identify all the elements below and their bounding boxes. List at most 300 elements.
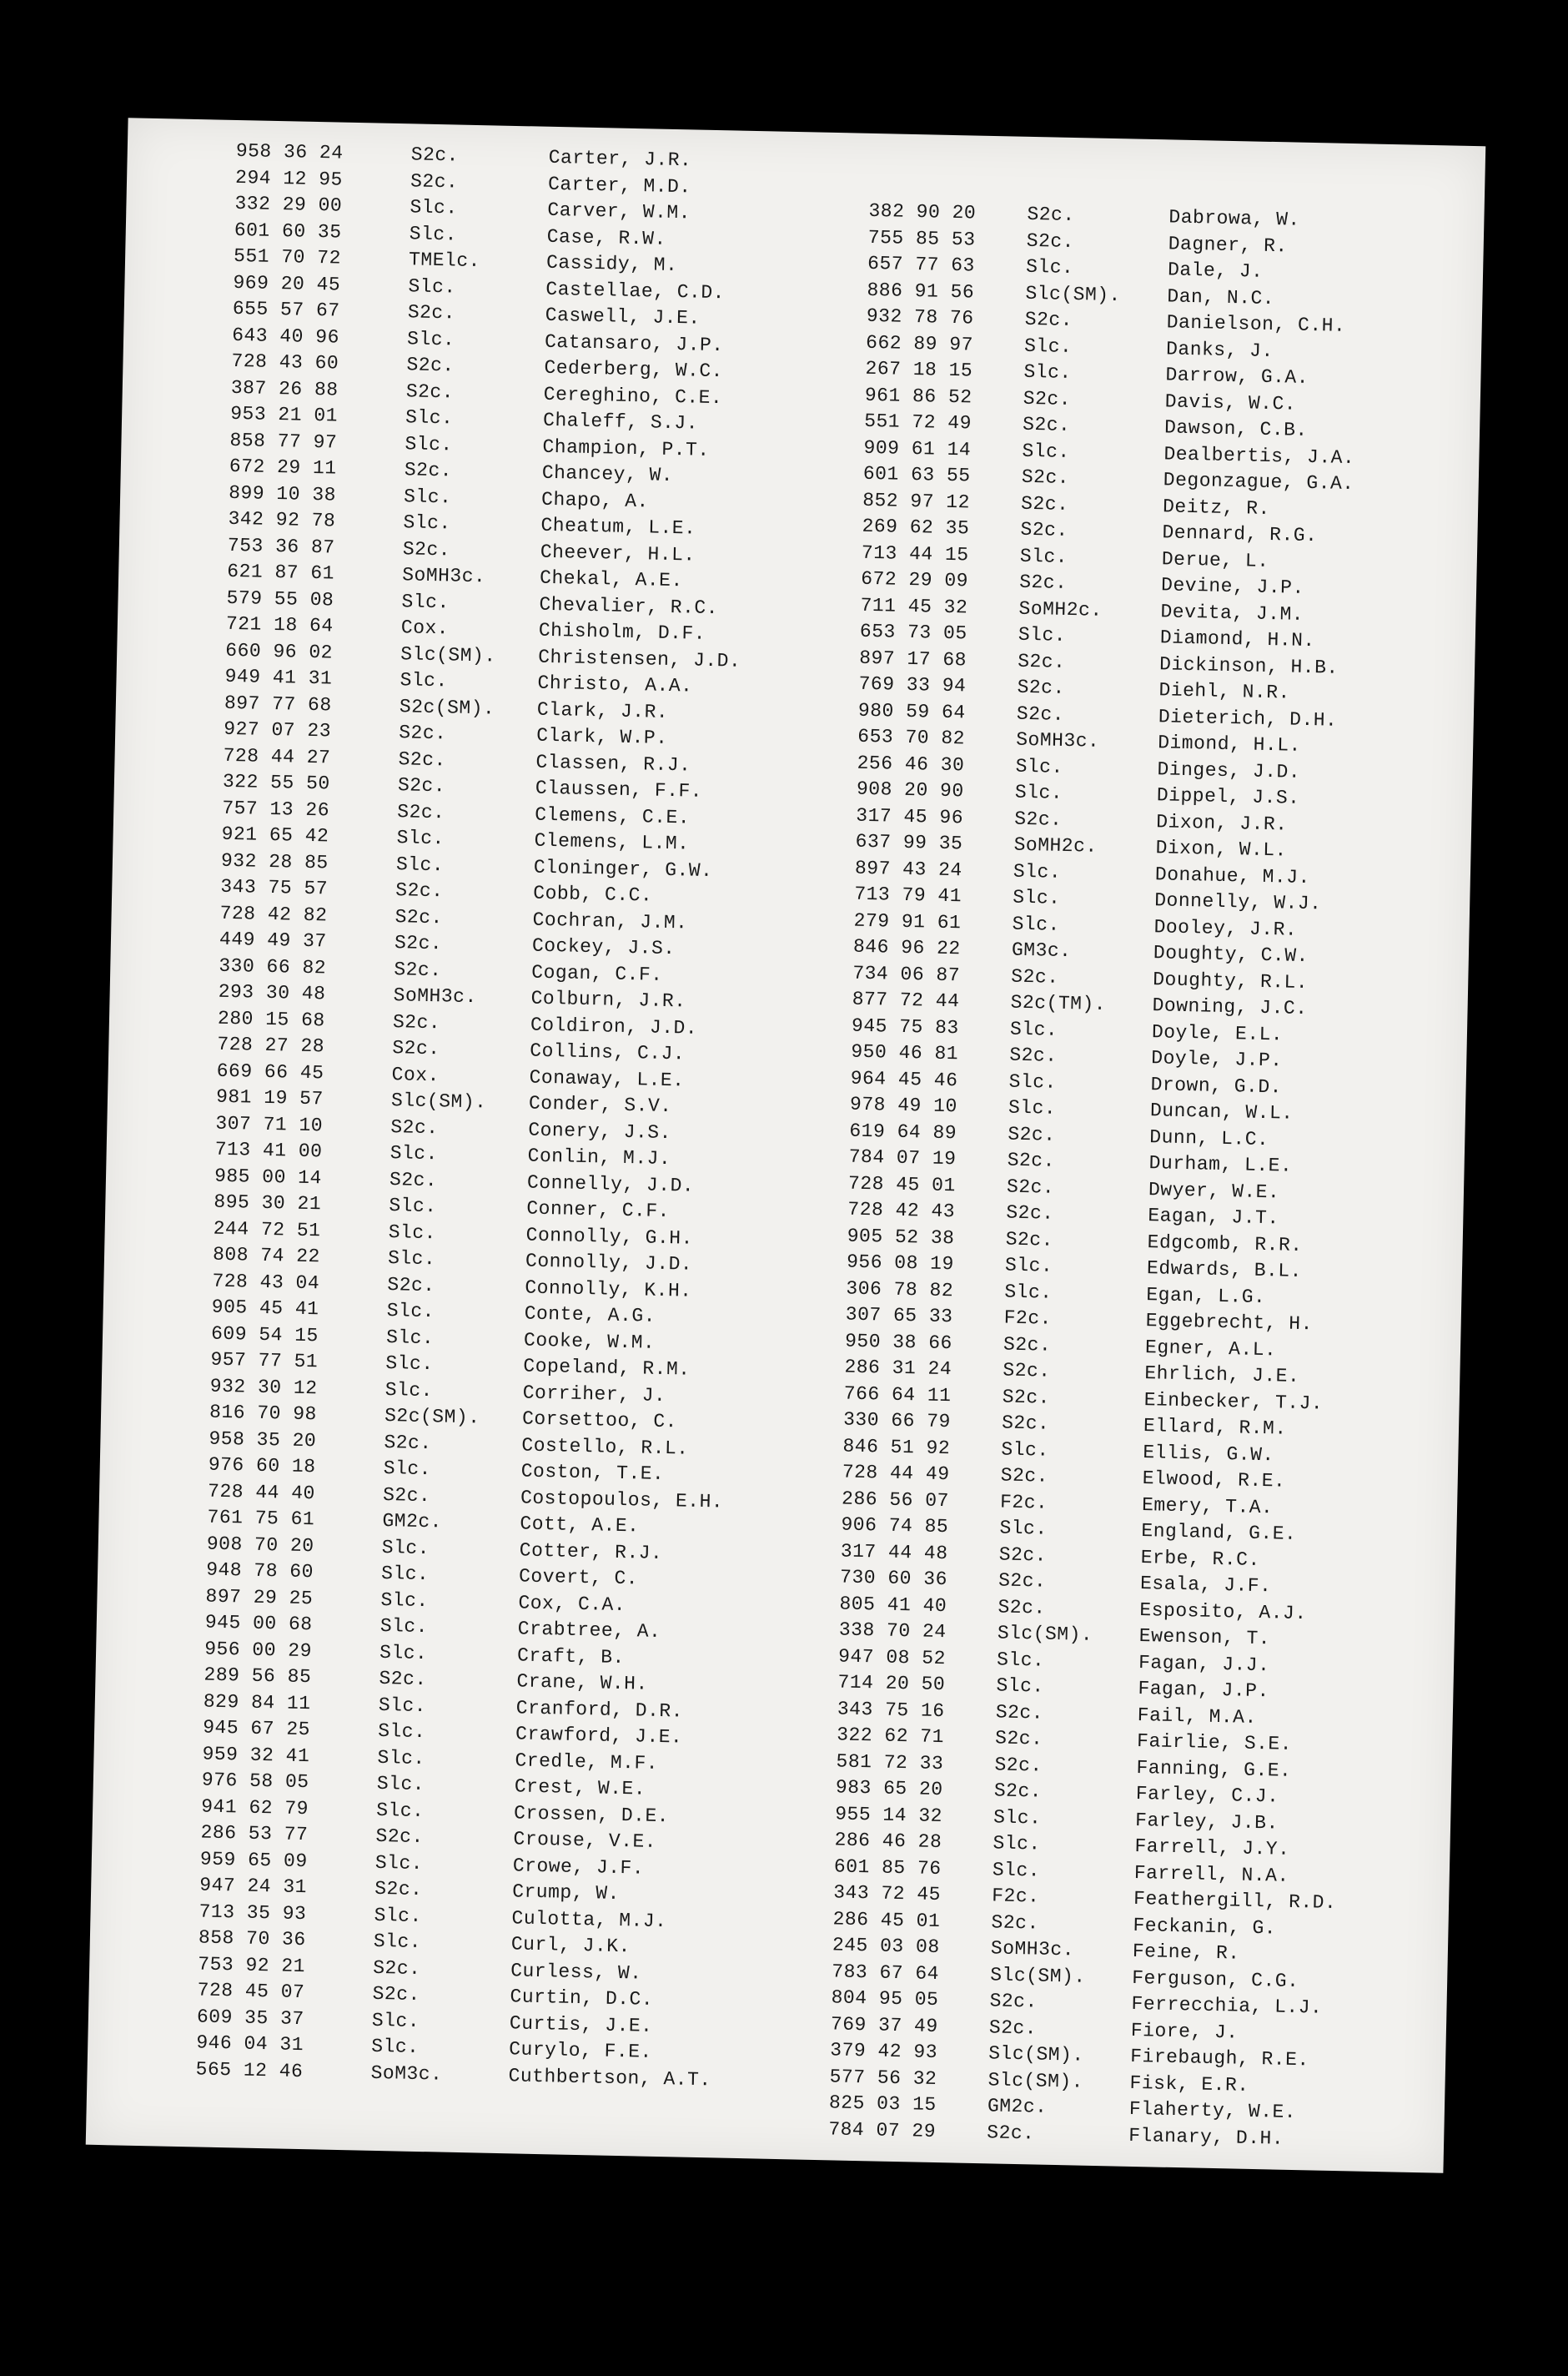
sailor-name: Diehl, N.R.: [1158, 679, 1291, 704]
sailor-name: Clemens, C.E.: [534, 803, 691, 829]
rating: S2c.: [389, 1168, 438, 1191]
sailor-name: Egner, A.L.: [1144, 1336, 1277, 1361]
rating: Slc.: [403, 511, 452, 535]
service-number: 905 45 41: [211, 1296, 319, 1321]
rating: S2c.: [1009, 1044, 1058, 1067]
service-number: 307 71 10: [215, 1112, 324, 1136]
service-number: 317 45 96: [856, 804, 964, 828]
sailor-name: Cassidy, M.: [545, 251, 678, 277]
service-number: 730 60 36: [839, 1566, 948, 1591]
rating: Slc.: [387, 1247, 436, 1271]
sailor-name: Carter, J.R.: [548, 146, 692, 172]
rating: Slc(SM).: [988, 2068, 1084, 2093]
rating: Slc.: [378, 1694, 427, 1717]
rating: F2c.: [991, 1885, 1040, 1908]
sailor-name: Dennard, R.G.: [1162, 521, 1318, 547]
rating: Slc.: [379, 1641, 428, 1664]
service-number: 672 29 09: [860, 567, 969, 592]
sailor-name: Claussen, F.F.: [535, 777, 703, 803]
rating: S2c.: [394, 958, 442, 981]
rating: S2c.: [379, 1667, 427, 1691]
sailor-name: Conder, S.V.: [528, 1092, 672, 1118]
service-number: 286 31 24: [844, 1356, 952, 1381]
service-number: 932 30 12: [209, 1375, 318, 1399]
rating: Cox.: [391, 1063, 440, 1086]
sailor-name: Conner, C.F.: [526, 1197, 671, 1223]
rating: S2c.: [1026, 229, 1075, 253]
service-number: 895 30 21: [214, 1191, 322, 1216]
rating: S2c.: [995, 1700, 1044, 1724]
sailor-name: Dixon, J.R.: [1155, 810, 1288, 836]
roster-column-left: [195, 138, 903, 2097]
rating: S2c.: [402, 537, 451, 561]
sailor-name: Derue, L.: [1161, 547, 1269, 572]
sailor-name: Crawford, J.E.: [515, 1723, 683, 1749]
service-number: 662 89 97: [865, 331, 974, 355]
rating: S2c.: [397, 800, 445, 823]
service-number: 286 45 01: [832, 1907, 941, 1932]
sailor-name: Fail, M.A.: [1137, 1704, 1258, 1729]
rating: GM2c.: [382, 1509, 443, 1533]
sailor-name: Erbe, R.C.: [1140, 1546, 1261, 1571]
service-number: 653 73 05: [859, 620, 967, 645]
sailor-name: Danks, J.: [1165, 337, 1274, 362]
service-number: 643 40 96: [231, 324, 340, 349]
rating: S2c.: [1024, 308, 1073, 331]
service-number: 655 57 67: [232, 297, 340, 322]
service-number: 332 29 00: [234, 192, 343, 217]
sailor-name: Farley, J.B.: [1134, 1809, 1279, 1835]
sailor-name: Downing, J.C.: [1152, 994, 1308, 1020]
rating: Slc.: [992, 1858, 1041, 1882]
sailor-name: Dieterich, D.H.: [1158, 705, 1338, 732]
service-number: 976 58 05: [201, 1769, 309, 1794]
sailor-name: Christo, A.A.: [537, 672, 693, 697]
sailor-name: Fagan, J.J.: [1138, 1651, 1270, 1676]
sailor-name: Conery, J.S.: [528, 1119, 672, 1144]
service-number: 551 72 49: [863, 410, 972, 435]
rating: Slc.: [996, 1674, 1044, 1698]
sailor-name: Crossen, D.E.: [513, 1801, 670, 1827]
rating: Slc.: [403, 485, 452, 508]
service-number: 899 10 38: [228, 481, 337, 506]
sailor-name: Esala, J.F.: [1139, 1573, 1272, 1598]
sailor-name: Darrow, G.A.: [1165, 364, 1309, 389]
sailor-name: Chapo, A.: [540, 488, 650, 512]
rating: Slc.: [406, 327, 455, 350]
sailor-name: Ellard, R.M.: [1143, 1415, 1287, 1440]
sailor-name: Classen, R.J.: [535, 751, 691, 777]
rating: Slc.: [1012, 913, 1061, 936]
sailor-name: Collins, C.J.: [530, 1040, 686, 1065]
service-number: 637 99 35: [855, 830, 963, 855]
service-number: 338 70 24: [838, 1618, 947, 1644]
service-number: 945 00 68: [204, 1611, 313, 1636]
rating: Slc.: [377, 1746, 426, 1769]
rating: Slc.: [1013, 886, 1061, 909]
rating: S2c.: [397, 774, 446, 798]
sailor-name: Chisholm, D.F.: [538, 619, 706, 645]
service-number: 279 91 61: [853, 909, 962, 934]
rating: S2c.: [1008, 1123, 1056, 1146]
service-number: 969 20 45: [233, 271, 341, 296]
service-number: 317 44 48: [840, 1539, 948, 1564]
service-number: 950 46 81: [851, 1040, 959, 1065]
sailor-name: Cheever, H.L.: [540, 541, 696, 566]
sailor-name: Farley, C.J.: [1135, 1782, 1279, 1808]
sailor-name: Connolly, K.H.: [525, 1276, 692, 1302]
service-number: 983 65 20: [835, 1776, 943, 1801]
sailor-name: Fairlie, S.E.: [1136, 1729, 1293, 1755]
sailor-name: Dunn, L.C.: [1149, 1125, 1269, 1150]
sailor-name: Case, R.W.: [546, 225, 667, 250]
sailor-name: Crouse, V.E.: [513, 1828, 657, 1853]
rating: S2c.: [1018, 571, 1068, 594]
service-number: 755 85 53: [867, 226, 976, 251]
sailor-name: Dawson, C.B.: [1163, 416, 1308, 441]
sailor-name: Diamond, H.N.: [1159, 627, 1316, 652]
service-number: 322 55 50: [222, 770, 330, 795]
rating: Slc.: [389, 1142, 439, 1165]
rating: Slc.: [373, 1930, 422, 1954]
service-number: 306 78 82: [846, 1277, 954, 1301]
service-number: 932 28 85: [220, 849, 329, 873]
service-number: 964 45 46: [850, 1067, 958, 1091]
service-number: 244 72 51: [213, 1217, 321, 1241]
sailor-name: Elwood, R.E.: [1142, 1467, 1286, 1493]
rating: S2c.: [372, 1956, 421, 1980]
sailor-name: Durham, L.E.: [1148, 1152, 1293, 1177]
rating: Slc.: [375, 1799, 425, 1822]
sailor-name: Cockey, J.S.: [531, 934, 676, 960]
service-number: 449 49 37: [219, 928, 328, 953]
rating: S2c.: [372, 1982, 421, 2006]
sailor-name: Curylo, F.E.: [508, 2038, 653, 2063]
rating: Slc.: [383, 1457, 432, 1481]
sailor-name: Costopoulos, E.H.: [520, 1486, 724, 1513]
service-number: 343 75 16: [837, 1697, 945, 1722]
service-number: 959 32 41: [202, 1743, 310, 1767]
document-page: [86, 118, 1486, 2173]
service-number: 728 43 60: [231, 350, 339, 375]
service-number: 905 52 38: [847, 1225, 955, 1249]
sailor-name: Dimond, H.L.: [1157, 732, 1302, 757]
sailor-name: Chancey, W.: [541, 461, 674, 486]
rating: S2c.: [1011, 965, 1059, 989]
sailor-name: Chaleff, S.J.: [542, 409, 699, 435]
rating: Slc.: [1018, 623, 1067, 647]
service-number: 728 44 27: [223, 744, 331, 768]
rating: Slc(SM).: [400, 642, 496, 667]
service-number: 852 97 12: [862, 489, 971, 513]
sailor-name: Conaway, L.E.: [529, 1066, 685, 1091]
sailor-name: Dealbertis, J.A.: [1163, 442, 1355, 469]
rating: F2c.: [999, 1490, 1048, 1514]
rating: Slc.: [1008, 1096, 1057, 1120]
rating: Slc.: [1001, 1437, 1049, 1462]
rating: Slc.: [385, 1352, 434, 1376]
rating: S2c.: [998, 1569, 1047, 1593]
service-number: 769 37 49: [830, 2012, 938, 2037]
service-number: 269 62 35: [862, 515, 970, 540]
rating: S2c.: [1013, 808, 1063, 831]
rating: S2c.: [1007, 1149, 1056, 1172]
service-number: 897 77 68: [224, 692, 332, 716]
rating: S2c.: [404, 459, 453, 482]
service-number: 713 79 41: [854, 883, 962, 908]
service-number: 286 56 07: [841, 1488, 950, 1512]
service-number: 286 53 77: [200, 1821, 309, 1846]
service-number: 980 59 64: [857, 699, 966, 723]
sailor-name: Clemens, L.M.: [534, 829, 690, 855]
rating: S2c.: [398, 722, 447, 745]
service-number: 609 54 15: [210, 1322, 319, 1347]
service-number: 657 77 63: [867, 252, 976, 277]
rating: S2c.: [392, 1037, 440, 1060]
service-number: 343 72 45: [832, 1881, 942, 1906]
rating: Slc.: [993, 1805, 1042, 1830]
rating: S2c.: [988, 2016, 1038, 2040]
rating: Slc.: [384, 1378, 434, 1402]
sailor-name: Copeland, R.M.: [523, 1355, 691, 1381]
service-number: 981 19 57: [215, 1085, 324, 1110]
service-number: 846 51 92: [842, 1435, 951, 1459]
service-number: 957 77 51: [210, 1348, 319, 1373]
sailor-name: Devita, J.M.: [1160, 600, 1304, 626]
service-number: 769 33 94: [858, 672, 967, 697]
sailor-name: Doyle, J.P.: [1151, 1047, 1283, 1072]
service-number: 908 20 90: [856, 778, 964, 803]
service-number: 945 67 25: [202, 1716, 311, 1741]
rating: S2c.: [410, 143, 460, 167]
rating: S2c(SM).: [399, 695, 495, 720]
sailor-name: Cheatum, L.E.: [540, 514, 696, 540]
service-number: 660 96 02: [225, 639, 334, 663]
rating: Slc(SM).: [997, 1622, 1093, 1646]
rating: S2c.: [1017, 650, 1066, 673]
service-number: 713 44 15: [861, 541, 969, 566]
rating: F2c.: [1003, 1306, 1053, 1330]
service-number: 932 78 76: [866, 305, 974, 330]
service-number: 829 84 11: [203, 1690, 311, 1714]
service-number: 581 72 33: [836, 1749, 944, 1774]
sailor-name: Dwyer, W.E.: [1148, 1178, 1280, 1203]
service-number: 245 03 08: [832, 1934, 940, 1959]
service-number: 551 70 72: [233, 244, 342, 269]
rating: S2c(SM).: [384, 1405, 480, 1429]
sailor-name: Devine, J.P.: [1160, 574, 1305, 599]
rating: S2c.: [375, 1825, 425, 1849]
rating: Slc.: [381, 1536, 430, 1559]
sailor-name: Cox, C.A.: [518, 1591, 626, 1616]
service-number: 753 36 87: [227, 534, 335, 559]
service-number: 909 61 14: [863, 436, 972, 461]
sailor-name: Carter, M.D.: [547, 173, 691, 198]
rating: Slc.: [409, 222, 458, 246]
rating: SoMH2c.: [1018, 597, 1103, 622]
rating: Slc.: [999, 1517, 1048, 1540]
sailor-name: Feathergill, R.D.: [1133, 1887, 1337, 1915]
rating: S2c.: [395, 905, 444, 929]
rating: S2c.: [1005, 1228, 1054, 1251]
service-number: 825 03 15: [828, 2092, 937, 2117]
sailor-name: Ferguson, C.G.: [1131, 1966, 1299, 1992]
service-number: 601 85 76: [833, 1855, 942, 1880]
rating: Slc.: [374, 1851, 424, 1875]
service-number: 653 70 82: [857, 725, 966, 750]
sailor-name: Connelly, J.D.: [526, 1171, 695, 1197]
service-number: 941 62 79: [200, 1795, 309, 1820]
rating: S2c.: [1020, 518, 1069, 541]
rating: Slc.: [379, 1614, 429, 1639]
sailor-name: Fagan, J.P.: [1138, 1677, 1270, 1703]
service-number: 805 41 40: [839, 1592, 947, 1617]
rating: S2c.: [994, 1753, 1043, 1777]
rating: Slc.: [1023, 360, 1072, 384]
service-number: 897 43 24: [854, 857, 962, 881]
sailor-name: Craft, B.: [516, 1644, 626, 1669]
sailor-name: Cuthbertson, A.T.: [508, 2064, 711, 2091]
rating: S2c(TM).: [1010, 991, 1107, 1016]
rating: S2c.: [1020, 492, 1069, 516]
sailor-name: Cott, A.E.: [520, 1513, 640, 1538]
rating: S2c.: [392, 1010, 441, 1034]
service-number: 342 92 78: [228, 507, 336, 532]
sailor-name: Covert, C.: [518, 1565, 639, 1590]
rating: Slc.: [400, 669, 449, 692]
rating: Slc.: [389, 1195, 437, 1218]
service-number: 714 20 50: [837, 1671, 946, 1696]
sailor-name: Corriher, J.: [522, 1381, 666, 1407]
service-number: 322 62 71: [836, 1724, 945, 1749]
sailor-name: Coldiron, J.D.: [530, 1014, 698, 1040]
sailor-name: Doughty, C.W.: [1153, 942, 1309, 968]
service-number: 947 08 52: [837, 1644, 947, 1669]
rating: S2c.: [1003, 1359, 1051, 1382]
rating: S2c.: [1003, 1333, 1052, 1357]
sailor-name: Emery, T.A.: [1141, 1493, 1274, 1518]
rating: Slc.: [1014, 781, 1063, 804]
rating: S2c.: [1006, 1175, 1055, 1199]
service-number: 858 70 36: [198, 1926, 306, 1951]
service-number: 766 64 11: [843, 1382, 952, 1407]
service-number: 816 70 98: [209, 1401, 318, 1426]
service-number: 956 08 19: [846, 1251, 955, 1276]
service-number: 713 35 93: [199, 1900, 307, 1925]
rating: GM3c.: [1011, 939, 1072, 963]
sailor-name: Crane, W.H.: [516, 1670, 649, 1695]
service-number: 921 65 42: [221, 823, 329, 848]
sailor-name: Colburn, J.R.: [530, 987, 686, 1013]
sailor-name: Degonzague, G.A.: [1163, 469, 1354, 496]
service-number: 947 24 31: [199, 1874, 308, 1899]
service-number: 955 14 32: [834, 1802, 943, 1827]
service-number: 728 27 28: [217, 1033, 325, 1058]
service-number: 713 41 00: [214, 1138, 323, 1163]
sailor-name: Flaherty, W.E.: [1128, 2097, 1297, 2124]
rating: Slc(SM).: [989, 1963, 1086, 1988]
service-number: 948 78 60: [205, 1558, 314, 1583]
sailor-name: Dippel, J.S.: [1156, 784, 1300, 809]
service-number: 784 07 19: [848, 1145, 957, 1170]
sailor-name: Esposito, A.J.: [1139, 1598, 1307, 1624]
service-number: 858 77 97: [229, 429, 338, 454]
sailor-name: Champion, P.T.: [542, 435, 710, 461]
sailor-name: Curtis, J.E.: [509, 2011, 653, 2037]
service-number: 579 55 08: [226, 586, 334, 612]
rating: Slc.: [1013, 860, 1062, 883]
rating: S2c.: [998, 1543, 1048, 1567]
service-number: 784 07 29: [828, 2117, 937, 2142]
service-number: 294 12 95: [234, 166, 344, 191]
service-number: 619 64 89: [849, 1120, 957, 1144]
sailor-name: Clark, J.R.: [536, 698, 669, 723]
sailor-name: Doyle, E.L.: [1151, 1020, 1284, 1045]
service-number: 757 13 26: [222, 797, 330, 821]
sailor-name: Crump, W.: [511, 1880, 621, 1905]
sailor-name: Cotter, R.J.: [519, 1538, 663, 1564]
service-number: 289 56 85: [204, 1664, 312, 1689]
service-number: 897 29 25: [205, 1585, 314, 1609]
sailor-name: Fisk, E.R.: [1129, 2071, 1249, 2097]
roster-column-right: [828, 199, 1485, 2156]
service-number: 728 44 40: [207, 1480, 316, 1504]
rating: TMElc.: [408, 249, 481, 273]
rating: Slc.: [371, 2035, 420, 2059]
rating: S2c.: [405, 380, 455, 403]
service-number: 908 70 20: [206, 1533, 314, 1557]
service-number: 927 07 23: [224, 717, 332, 742]
rating: S2c.: [374, 1877, 423, 1901]
service-number: 286 46 28: [834, 1829, 942, 1854]
service-number: 577 56 32: [829, 2065, 937, 2090]
service-number: 959 65 09: [199, 1847, 308, 1872]
sailor-name: Dinges, J.D.: [1157, 758, 1301, 783]
sailor-name: Clark, W.P.: [535, 724, 668, 749]
rating: Slc.: [401, 590, 450, 613]
sailor-name: Eagan, J.T.: [1148, 1205, 1279, 1230]
rating: Slc.: [408, 274, 456, 298]
sailor-name: Feckanin, G.: [1133, 1914, 1277, 1940]
rating: Slc.: [996, 1648, 1045, 1672]
service-number: 601 63 55: [862, 462, 971, 487]
sailor-name: Cederberg, W.C.: [544, 356, 724, 383]
rating: Slc.: [386, 1300, 435, 1323]
sailor-name: Conlin, M.J.: [527, 1145, 671, 1170]
rating: Slc.: [1022, 440, 1070, 463]
sailor-name: Caswell, J.E.: [545, 304, 701, 330]
rating: Slc.: [371, 2009, 420, 2032]
rating: Slc(SM).: [1025, 282, 1122, 306]
sailor-name: Chevalier, R.C.: [539, 593, 719, 619]
sailor-name: Connolly, G.H.: [525, 1224, 694, 1250]
sailor-name: Cooke, W.M.: [523, 1328, 656, 1354]
rating: Slc.: [1023, 335, 1073, 358]
rating: Slc.: [396, 827, 445, 850]
rating: S2c.: [1002, 1386, 1051, 1409]
rating: GM2c.: [987, 2095, 1048, 2118]
service-number: 280 15 68: [217, 1007, 326, 1031]
rating: S2c.: [390, 1115, 439, 1139]
rating: SoM3c.: [370, 2061, 443, 2086]
service-number: 958 36 24: [235, 139, 344, 164]
rating: Slc.: [1025, 255, 1074, 279]
service-number: 753 92 21: [198, 1952, 306, 1977]
sailor-name: Fiore, J.: [1130, 2019, 1239, 2044]
sailor-name: Drown, G.D.: [1150, 1073, 1283, 1098]
sailor-name: Dan, N.C.: [1167, 284, 1275, 310]
service-number: 783 67 64: [832, 1960, 940, 1985]
